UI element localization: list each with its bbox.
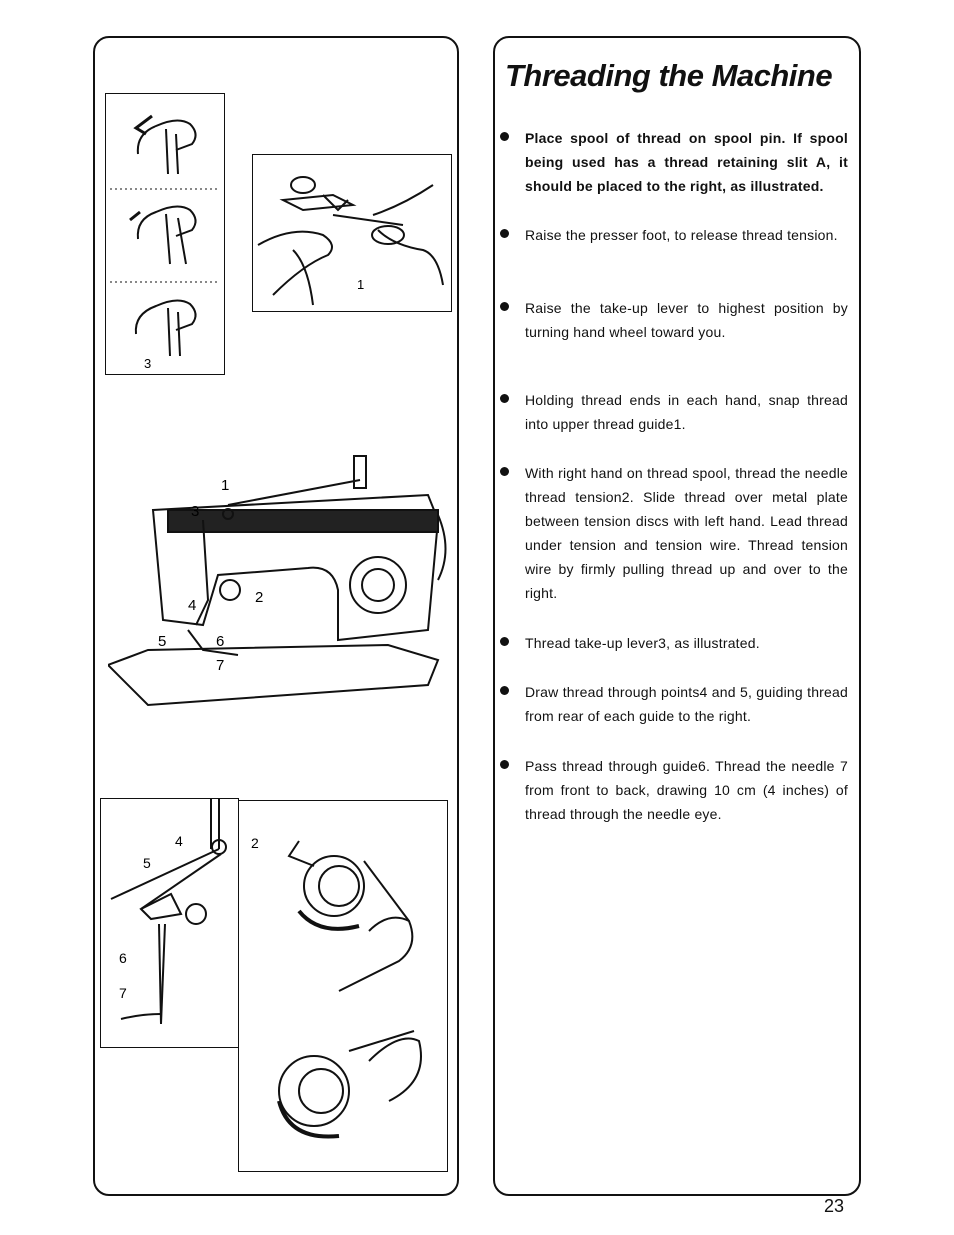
machine-label: 4 — [188, 597, 197, 614]
needle-illustration — [101, 799, 238, 1047]
instructions-panel — [493, 36, 861, 1196]
thread-guide-illustration — [253, 155, 451, 311]
step-text: Holding thread ends in each hand, snap thread into upper thread guide1. — [525, 392, 848, 432]
step-text: Thread take-up lever3, as illustrated. — [525, 635, 760, 651]
bullet-icon — [500, 132, 509, 141]
sewing-machine-illustration — [108, 450, 453, 715]
step-5 — [500, 461, 848, 605]
page-title: Threading the Machine — [505, 58, 833, 93]
step-8 — [500, 754, 848, 826]
thread-guide-figure — [252, 154, 452, 312]
needle-label: 5 — [143, 855, 151, 871]
step-2 — [500, 223, 848, 247]
figure-label: 3 — [144, 356, 152, 371]
takeup-lever-figure — [105, 93, 225, 375]
machine-label: 6 — [216, 633, 225, 650]
bullet-icon — [500, 229, 509, 238]
bullet-icon — [500, 637, 509, 646]
step-1 — [500, 126, 848, 198]
figure-label: 1 — [357, 277, 365, 292]
step-3 — [500, 296, 848, 344]
step-7 — [500, 680, 848, 728]
step-6 — [500, 631, 848, 655]
step-text: With right hand on thread spool, thread the needle thread tension2. Slide thread over metal plate between tension discs with left hand. Lead thread under tension and tension wire. Thread tension wire by firmly pulling thread up and over to the right. — [525, 465, 848, 601]
bullet-icon — [500, 467, 509, 476]
step-text: Place spool of thread on spool pin. If spool being used has a thread retaining slit A, it should be placed to the right, as illustrated. — [525, 130, 848, 194]
needle-label: 6 — [119, 950, 127, 966]
sewing-machine-figure — [108, 450, 453, 715]
bullet-icon — [500, 686, 509, 695]
tension-dial-figure — [238, 800, 448, 1172]
page-number: 23 — [824, 1196, 845, 1216]
needle-label: 7 — [119, 985, 127, 1001]
figure-label: 2 — [251, 835, 259, 851]
tension-dial-illustration — [239, 801, 447, 1171]
step-text: Pass thread through guide6. Thread the needle 7 from front to back, drawing 10 cm (4 inches) of thread through the needle eye. — [525, 758, 848, 822]
bullet-icon — [500, 302, 509, 311]
bullet-icon — [500, 760, 509, 769]
step-text: Raise the presser foot, to release thread tension. — [525, 227, 838, 243]
step-4 — [500, 388, 848, 436]
machine-label: 5 — [158, 633, 167, 650]
machine-label: 3 — [191, 503, 200, 520]
needle-figure — [100, 798, 239, 1048]
machine-label: 1 — [221, 477, 230, 494]
bullet-icon — [500, 394, 509, 403]
takeup-lever-illustration — [106, 94, 224, 374]
step-text: Raise the take-up lever to highest position by turning hand wheel toward you. — [525, 300, 848, 340]
machine-label: 2 — [255, 589, 264, 606]
needle-label: 4 — [175, 833, 183, 849]
machine-label: 7 — [216, 657, 225, 674]
step-text: Draw thread through points4 and 5, guiding thread from rear of each guide to the right. — [525, 684, 848, 724]
